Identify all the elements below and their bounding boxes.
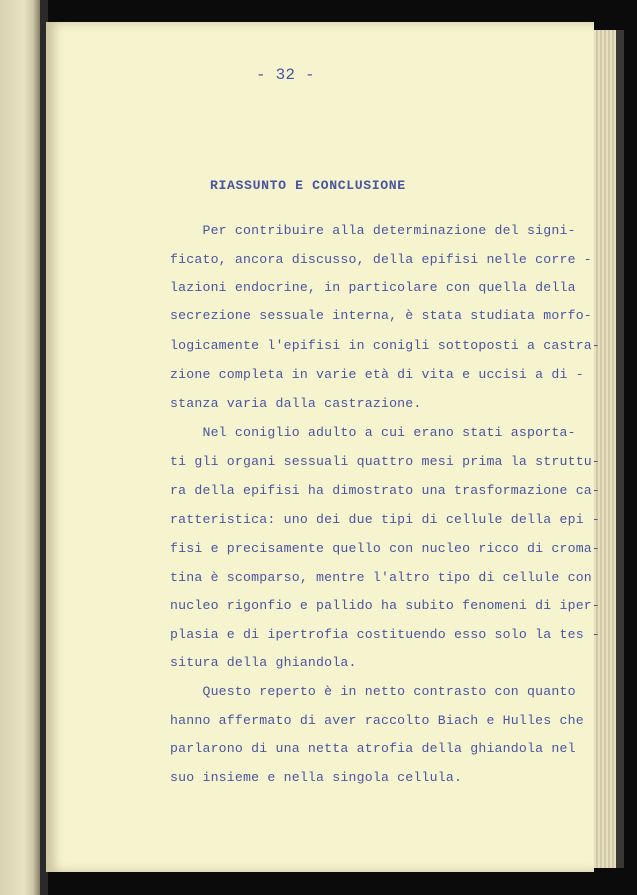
paragraph-line: plasia e di ipertrofia costituendo esso solo la tes - bbox=[170, 627, 601, 642]
paragraph-line: tina è scomparso, mentre l'altro tipo di cellule con bbox=[170, 570, 592, 585]
paragraph-line: fisi e precisamente quello con nucleo ricco di croma- bbox=[170, 541, 601, 556]
paragraph-line: ti gli organi sessuali quattro mesi prima la struttu- bbox=[170, 454, 601, 469]
section-heading: RIASSUNTO E CONCLUSIONE bbox=[210, 178, 406, 193]
paragraph-line: suo insieme e nella singola cellula. bbox=[170, 770, 463, 785]
paragraph-line: ra della epifisi ha dimostrato una trasformazione ca- bbox=[170, 483, 601, 498]
page-stack-edge bbox=[594, 30, 618, 868]
paragraph-line: parlarono di una netta atrofia della ghiandola nel bbox=[170, 741, 576, 756]
paragraph-line: Per contribuire alla determinazione del signi- bbox=[170, 223, 576, 238]
paragraph-line: secrezione sessuale interna, è stata studiata morfo- bbox=[170, 308, 592, 323]
paragraph-line: ratteristica: uno dei due tipi di cellule della epi - bbox=[170, 512, 601, 527]
paragraph-line: lazioni endocrine, in particolare con quella della bbox=[170, 280, 576, 295]
paragraph-line: ficato, ancora discusso, della epifisi nelle corre - bbox=[170, 252, 592, 267]
paragraph-line: hanno affermato di aver raccolto Biach e Hulles che bbox=[170, 713, 584, 728]
cover-edge bbox=[616, 30, 624, 868]
page-number: - 32 - bbox=[256, 66, 315, 84]
paragraph-line: stanza varia dalla castrazione. bbox=[170, 396, 422, 411]
paragraph-line: Nel coniglio adulto a cui erano stati asporta- bbox=[170, 425, 576, 440]
paragraph-line: zione completa in varie età di vita e uccisi a di - bbox=[170, 367, 584, 382]
paragraph-line: Questo reperto è in netto contrasto con quanto bbox=[170, 684, 576, 699]
paragraph-line: situra della ghiandola. bbox=[170, 655, 357, 670]
paragraph-line: logicamente l'epifisi in conigli sottoposti a castra- bbox=[170, 338, 601, 353]
paragraph-line: nucleo rigonfio e pallido ha subito fenomeni di iper- bbox=[170, 598, 601, 613]
